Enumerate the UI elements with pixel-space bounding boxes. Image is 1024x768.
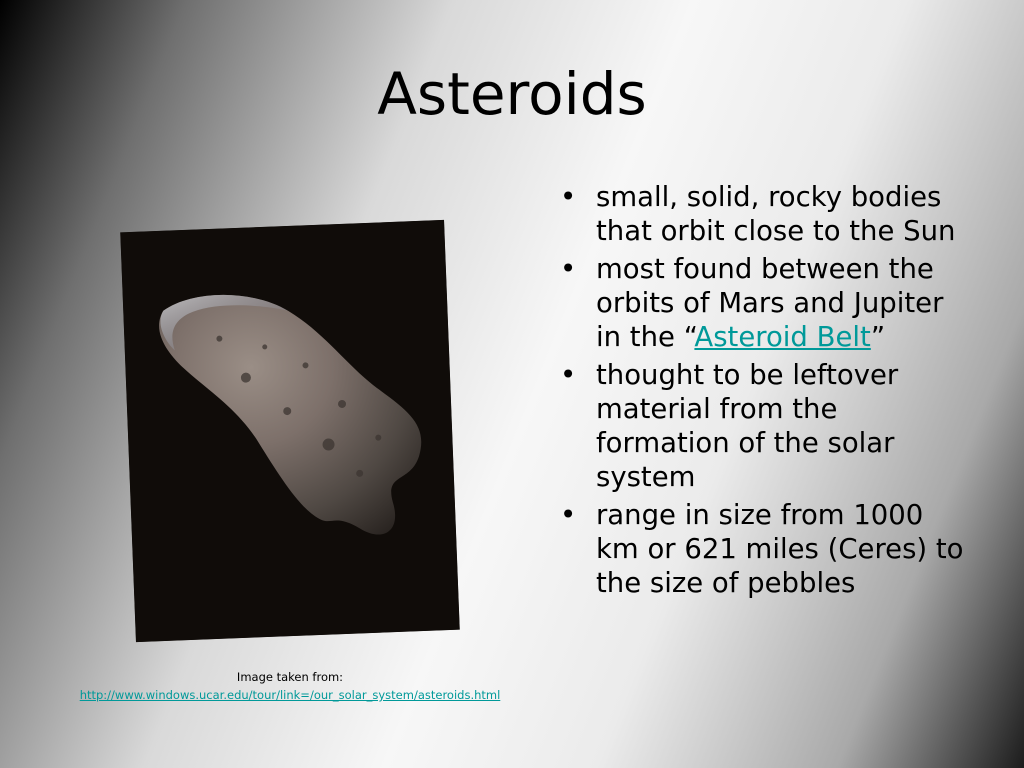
bullet-item xyxy=(560,498,970,600)
caption-source-link[interactable]: http://www.windows.ucar.edu/tour/link=/our_solar_system/asteroids.html xyxy=(79,688,501,702)
bullet-text: range in size from 1000 km or 621 miles (Ceres) to the size of pebbles xyxy=(596,499,964,599)
close-quote: ” xyxy=(870,321,886,353)
bullet-text: most found between the orbits of Mars and Jupiter in the xyxy=(596,253,944,353)
bullet-item xyxy=(560,358,970,494)
bullet-text: small, solid, rocky bodies that orbit close to the Sun xyxy=(596,181,956,247)
asteroid-belt-link[interactable]: Asteroid Belt xyxy=(694,321,871,353)
open-quote: “ xyxy=(683,321,695,353)
asteroid-photo xyxy=(120,220,460,642)
caption-label: Image taken from: xyxy=(236,670,344,684)
bullet-item xyxy=(560,180,970,248)
bullet-marker: • xyxy=(560,359,577,391)
bullet-marker: • xyxy=(560,181,577,213)
asteroid-image xyxy=(120,220,460,642)
bullet-marker: • xyxy=(560,499,577,531)
bullet-item xyxy=(560,252,970,354)
bullet-list xyxy=(560,180,970,604)
bullet-marker: • xyxy=(560,253,577,285)
slide-title: Asteroids xyxy=(377,60,647,128)
bullet-text: thought to be leftover material from the formation of the solar system xyxy=(596,359,899,493)
image-caption xyxy=(20,668,560,704)
